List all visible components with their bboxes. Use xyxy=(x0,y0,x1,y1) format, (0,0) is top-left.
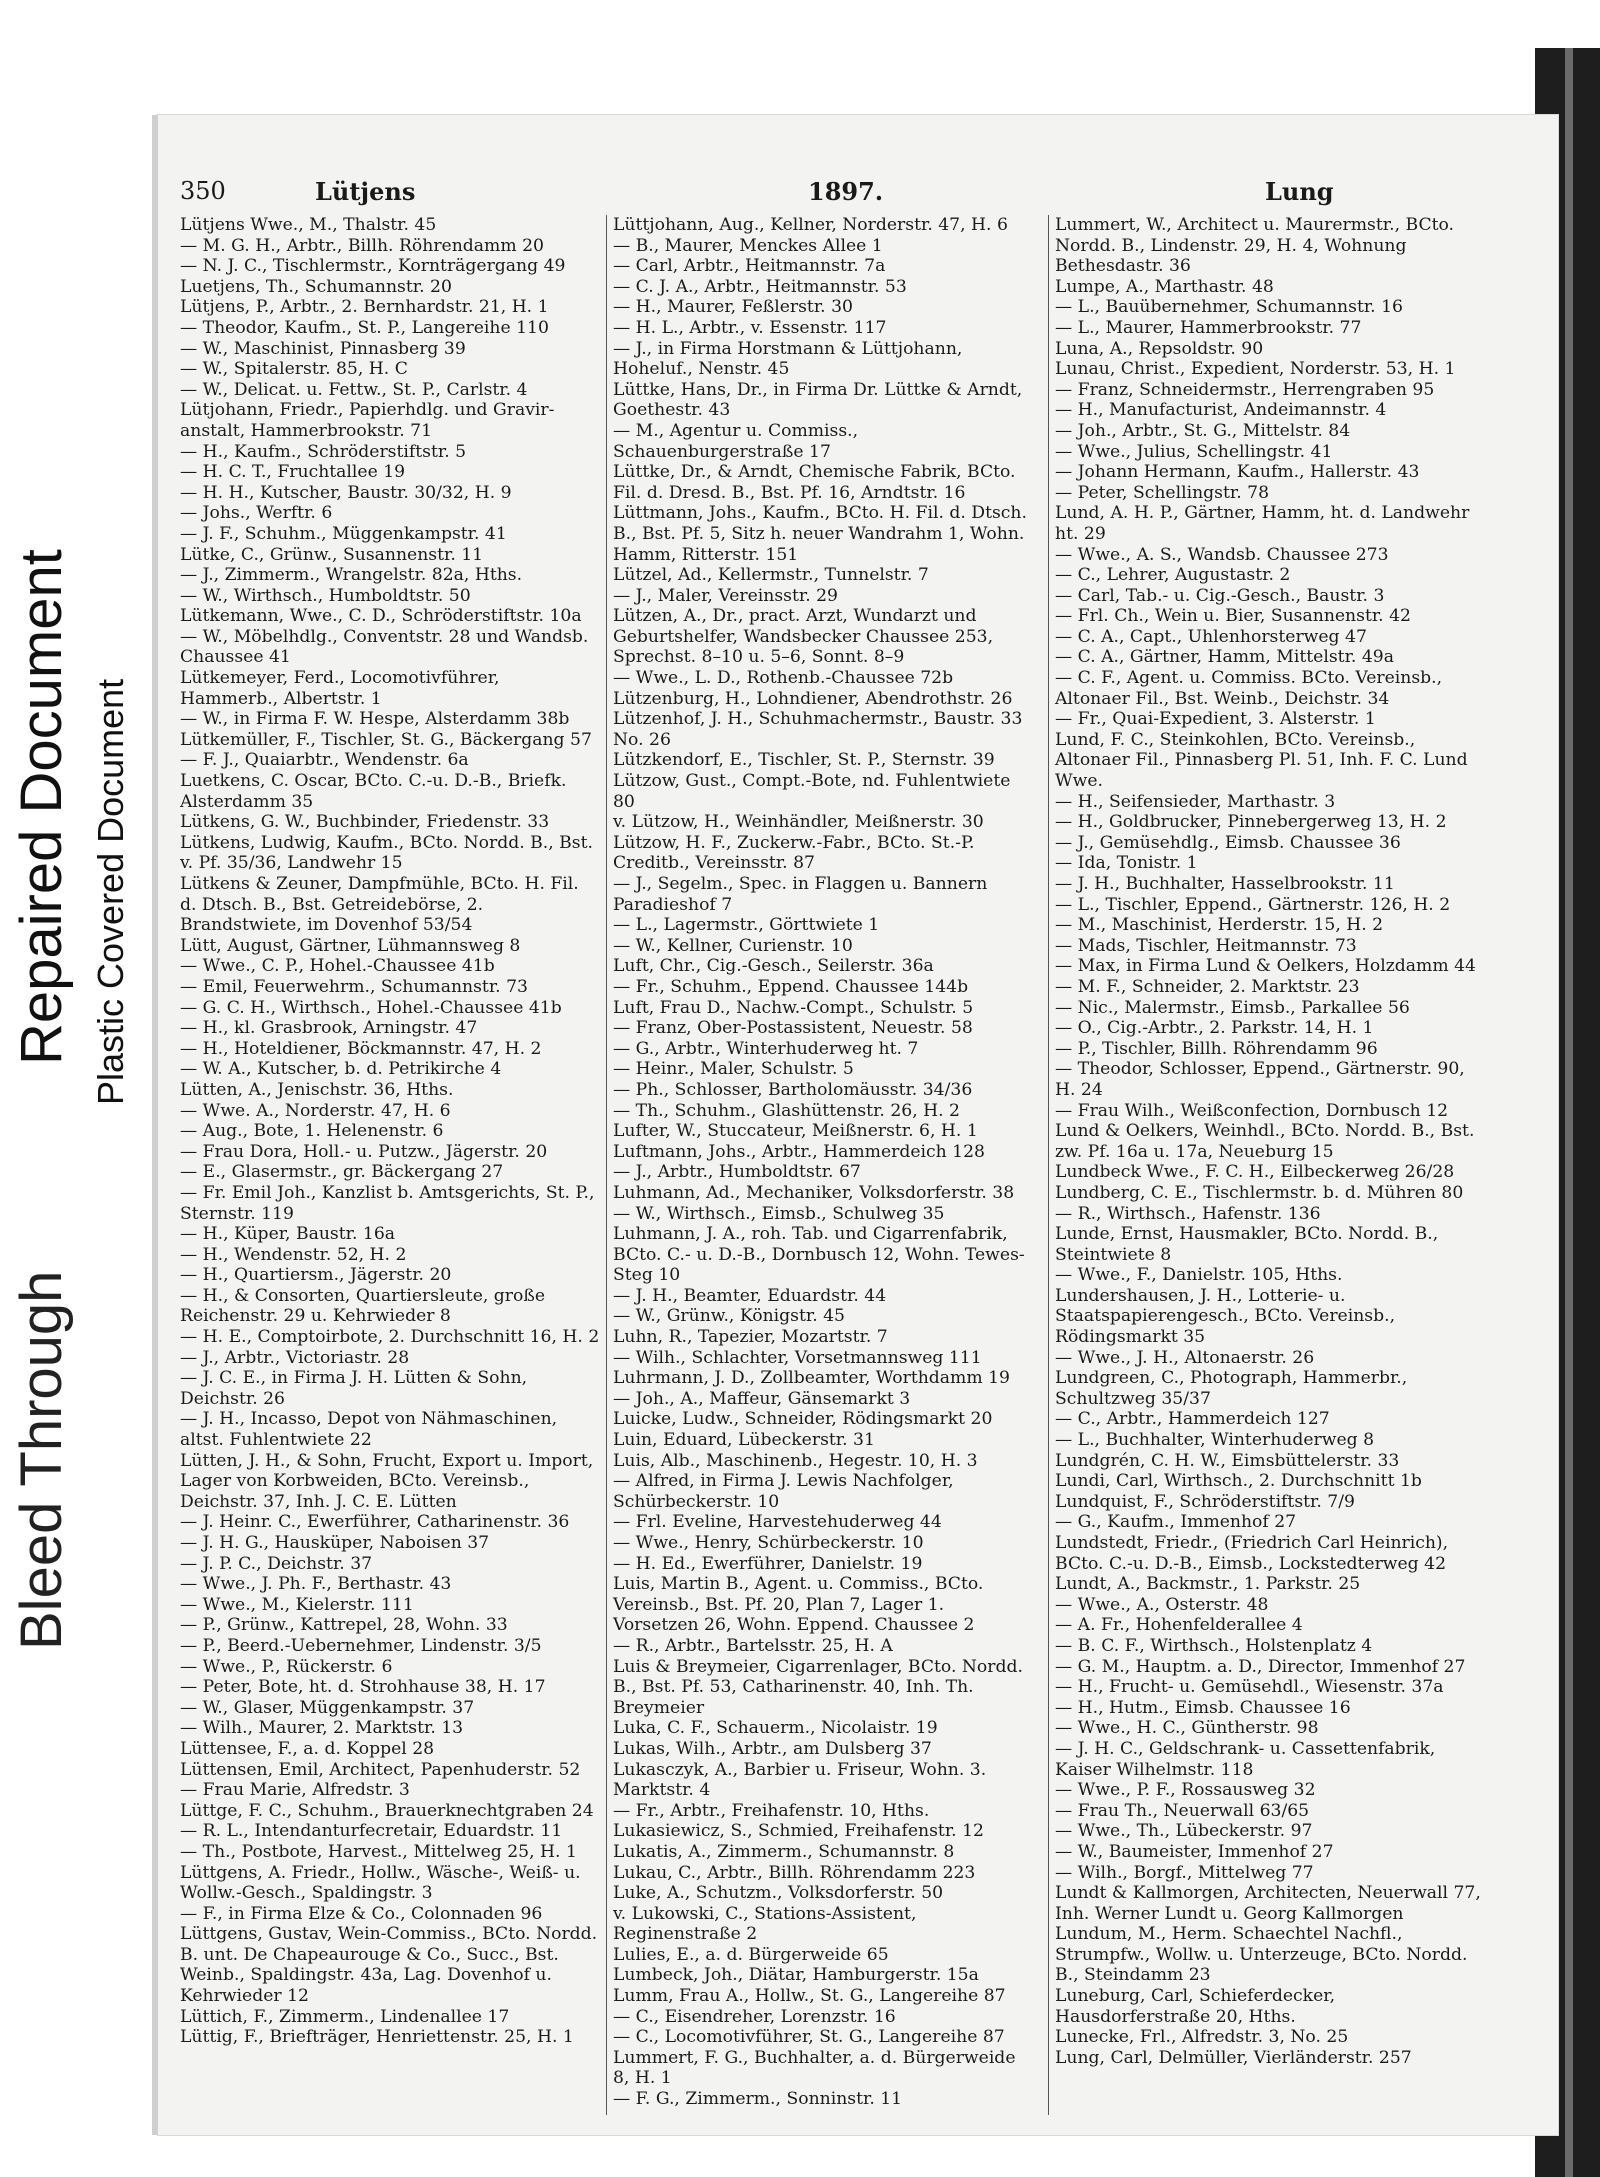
directory-entry: — Frl. Eveline, Harvestehuderweg 44 xyxy=(613,1512,942,1533)
directory-entry: Lundt & Kallmorgen, Architecten, Neuerwall 77, Inh. Werner Lundt u. Georg Kallmorgen xyxy=(1055,1883,1481,1924)
directory-entry: — Ph., Schlosser, Bartholomäusstr. 34/36 xyxy=(613,1079,973,1100)
directory-entry: — Wwe., Henry, Schürbeckerstr. 10 xyxy=(613,1533,924,1553)
directory-entry: Lundberg, C. E., Tischlermstr. b. d. Mühren 80 xyxy=(1055,1182,1464,1203)
directory-entry: — M. F., Schneider, 2. Marktstr. 23 xyxy=(1055,976,1360,997)
directory-entry: — Heinr., Maler, Schulstr. 5 xyxy=(613,1059,854,1080)
directory-entry: — W., Wirthsch., Humboldtstr. 50 xyxy=(180,585,471,606)
directory-entry: — J. P. C., Deichstr. 37 xyxy=(180,1553,373,1574)
directory-entry: — Joh., Arbtr., St. G., Mittelstr. 84 xyxy=(1055,420,1351,441)
directory-entry: — H., Quartiersm., Jägerstr. 20 xyxy=(180,1265,452,1286)
directory-entry: Lumm, Frau A., Hollw., St. G., Langereihe 87 xyxy=(613,1986,1006,2007)
directory-entry: — Frau Wilh., Weißconfection, Dornbusch 12 xyxy=(1055,1100,1449,1121)
directory-entry: — H., & Consorten, Quartiersleute, große Reichenstr. 29 u. Kehrwieder 8 xyxy=(180,1285,546,1327)
directory-entry: Lundbeck Wwe., F. C. H., Eilbeckerweg 26/28 xyxy=(1055,1162,1455,1183)
directory-entry: Lummert, F. G., Buchhalter, a. d. Bürgerweide 8, H. 1 xyxy=(613,2047,1016,2089)
directory-entry: — W. A., Kutscher, b. d. Petrikirche 4 xyxy=(180,1059,502,1080)
directory-entry: — Th., Postbote, Harvest., Mittelweg 25, H. 1 xyxy=(180,1841,577,1862)
directory-entry: — J. H., Beamter, Eduardstr. 44 xyxy=(613,1285,887,1306)
directory-entry: — F., in Firma Elze & Co., Colonnaden 96 xyxy=(180,1903,543,1924)
directory-entry: — H., kl. Grasbrook, Arningstr. 47 xyxy=(180,1018,478,1039)
directory-entry: — G., Arbtr., Winterhuderweg ht. 7 xyxy=(613,1038,919,1059)
directory-entry: Lufter, W., Stuccateur, Meißnerstr. 6, H. 1 xyxy=(613,1121,978,1142)
directory-entry: Lumpe, A., Marthastr. 48 xyxy=(1055,276,1274,297)
directory-entry: — J., Segelm., Spec. in Flaggen u. Bannern Paradieshof 7 xyxy=(613,874,988,915)
directory-entry: Lukasiewicz, S., Schmied, Freihafenstr. 12 xyxy=(613,1821,984,1842)
directory-entry: — H., Hutm., Eimsb. Chaussee 16 xyxy=(1055,1697,1351,1718)
directory-entry: Lüttensee, F., a. d. Koppel 28 xyxy=(180,1738,435,1759)
directory-entry: Lütt, August, Gärtner, Lühmannsweg 8 xyxy=(180,935,521,956)
directory-entry: — G. M., Hauptm. a. D., Director, Immenhof 27 xyxy=(1055,1656,1466,1677)
directory-entry: — W., Wirthsch., Eimsb., Schulweg 35 xyxy=(613,1203,945,1224)
directory-entry: — M., Agentur u. Commiss., Schauenburgerstraße 17 xyxy=(613,420,859,462)
plastic-covered-label: Plastic Covered Document xyxy=(90,678,131,1105)
directory-entry: Luhmann, J. A., roh. Tab. und Cigarrenfabrik, BCto. C.- u. D.-B., Dornbusch 12, Wohn. Tewes-Steg 10 xyxy=(613,1224,1025,1286)
directory-entry: Lunde, Ernst, Hausmakler, BCto. Nordd. B., Steintwiete 8 xyxy=(1055,1224,1439,1265)
directory-entry: — Peter, Schellingstr. 78 xyxy=(1055,482,1270,503)
column-2 xyxy=(606,215,1033,2115)
directory-entry: — R., Wirthsch., Hafenstr. 136 xyxy=(1055,1203,1321,1224)
directory-entry: v. Lützow, H., Weinhändler, Meißnerstr. 30 xyxy=(613,812,984,833)
directory-entry: Lütten, A., Jenischstr. 36, Hths. xyxy=(180,1079,454,1100)
directory-entry: — Wwe., H. C., Güntherstr. 98 xyxy=(1055,1718,1319,1739)
directory-entry: Lütke, C., Grünw., Susannenstr. 11 xyxy=(180,544,484,565)
directory-entry: — W., Spitalerstr. 85, H. C xyxy=(180,359,408,380)
directory-entry: Luhn, R., Tapezier, Mozartstr. 7 xyxy=(613,1327,888,1348)
directory-entry: — A. Fr., Hohenfelderallee 4 xyxy=(1055,1615,1303,1636)
directory-entry: — J., Arbtr., Victoriastr. 28 xyxy=(180,1347,410,1368)
directory-entry: Lundgreen, C., Photograph, Hammerbr., Schultzweg 35/37 xyxy=(1055,1368,1408,1409)
directory-entry: — Frau Dora, Holl.- u. Putzw., Jägerstr. 20 xyxy=(180,1141,548,1162)
directory-page xyxy=(158,115,1558,2135)
directory-entry: Lunau, Christ., Expedient, Norderstr. 53, H. 1 xyxy=(1055,359,1456,380)
directory-entry: Lütjens Wwe., M., Thalstr. 45 xyxy=(180,215,437,235)
directory-entry: Lund & Oelkers, Weinhdl., BCto. Nordd. B., Bst. zw. Pf. 16a u. 17a, Neueburg 15 xyxy=(1055,1121,1475,1162)
directory-entry: — H. H., Kutscher, Baustr. 30/32, H. 9 xyxy=(180,482,512,503)
directory-entry: — H., Goldbrucker, Pinnebergerweg 13, H. 2 xyxy=(1055,812,1447,833)
directory-entry: Luis, Martin B., Agent. u. Commiss., BCto. Vereinsb., Bst. Pf. 20, Plan 7, Lager 1. Vorsetzen 26, Wohn. Eppend. Chaussee 2 xyxy=(613,1574,984,1636)
directory-entry: — F. G., Zimmerm., Sonninstr. 11 xyxy=(613,2089,903,2110)
directory-entry: — H. C. T., Fruchtallee 19 xyxy=(180,462,406,483)
directory-entry: — W., Delicat. u. Fettw., St. P., Carlstr. 4 xyxy=(180,379,528,400)
side-labels xyxy=(0,0,160,2177)
directory-entry: — Franz, Ober-Postassistent, Neuestr. 58 xyxy=(613,1018,973,1039)
directory-entry: Lützen, A., Dr., pract. Arzt, Wundarzt und Geburtshelfer, Wandsbecker Chaussee 253, Sprechst. 8–10 u. 5–6, Sonnt. 8–9 xyxy=(613,606,994,668)
directory-entry: — J., in Firma Horstmann & Lüttjohann, Hoheluf., Nenstr. 45 xyxy=(613,338,963,380)
directory-entry: — J., Arbtr., Humboldtstr. 67 xyxy=(613,1162,861,1183)
directory-entry: Luis & Breymeier, Cigarrenlager, BCto. Nordd. B., Bst. Pf. 53, Catharinenstr. 40, Inh. Th. Breymeier xyxy=(613,1656,1023,1718)
directory-entry: — J. H. G., Hausküper, Naboisen 37 xyxy=(180,1533,490,1553)
directory-entry: Lüttensen, Emil, Architect, Papenhuderstr. 52 xyxy=(180,1759,581,1780)
directory-entry: — C., Lehrer, Augustastr. 2 xyxy=(1055,565,1291,586)
directory-entry: — L., Tischler, Eppend., Gärtnerstr. 126, H. 2 xyxy=(1055,894,1451,915)
directory-entry: Luftmann, Johs., Arbtr., Hammerdeich 128 xyxy=(613,1141,985,1162)
directory-entry: — H., Hoteldiener, Böckmannstr. 47, H. 2 xyxy=(180,1038,542,1059)
directory-entry: — J., Gemüsehdlg., Eimsb. Chaussee 36 xyxy=(1055,832,1401,853)
directory-entry: Luin, Eduard, Lübeckerstr. 31 xyxy=(613,1430,875,1451)
directory-entry: Lüttke, Hans, Dr., in Firma Dr. Lüttke & Arndt, Goethestr. 43 xyxy=(613,379,1023,421)
directory-entry: — P., Grünw., Kattrepel, 28, Wohn. 33 xyxy=(180,1615,508,1636)
directory-entry: — W., Glaser, Müggenkampstr. 37 xyxy=(180,1697,475,1718)
directory-entry: — P., Tischler, Billh. Röhrendamm 96 xyxy=(1055,1038,1378,1059)
directory-entry: — H., Maurer, Feßlerstr. 30 xyxy=(613,297,853,318)
directory-entry: — C. A., Capt., Uhlenhorsterweg 47 xyxy=(1055,626,1367,647)
directory-entry: — L., Bauübernehmer, Schumannstr. 16 xyxy=(1055,297,1403,318)
directory-entry: Lüttjohann, Aug., Kellner, Norderstr. 47, H. 6 xyxy=(613,215,1008,235)
directory-entry: — H., Kaufm., Schröderstiftstr. 5 xyxy=(180,441,467,462)
directory-entry: — R. L., Intendanturfecretair, Eduardstr. 11 xyxy=(180,1821,563,1842)
directory-entry: — C. J. A., Arbtr., Heitmannstr. 53 xyxy=(613,276,907,297)
directory-entry: v. Lukowski, C., Stations-Assistent, Reginenstraße 2 xyxy=(613,1903,917,1945)
directory-entry: Lundi, Carl, Wirthsch., 2. Durchschnitt 1b xyxy=(1055,1471,1422,1492)
directory-entry: Luneburg, Carl, Schieferdecker, Hausdorferstraße 20, Hths. xyxy=(1055,1986,1336,2027)
directory-entry: Lütten, J. H., & Sohn, Frucht, Export u. Import, Lager von Korbweiden, BCto. Vereinsb., Deichstr. 37, Inh. J. C. E. Lütten xyxy=(180,1450,594,1512)
directory-entry: — H., Küper, Baustr. 16a xyxy=(180,1224,396,1245)
directory-entry: — H. E., Comptoirbote, 2. Durchschnitt 16, H. 2 xyxy=(180,1327,600,1348)
directory-entry: Lundstedt, Friedr., (Friedrich Carl Heinrich), BCto. C.-u. D.-B., Eimsb., Lockstedterweg 42 xyxy=(1055,1533,1449,1574)
directory-entry: — W., Maschinist, Pinnasberg 39 xyxy=(180,338,466,359)
directory-entry: — Nic., Malermstr., Eimsb., Parkallee 56 xyxy=(1055,997,1410,1018)
directory-entry: Lüttgens, Gustav, Wein-Commiss., BCto. Nordd. B. unt. De Chapeaurouge & Co., Succ., Bst. Weinb., Spaldingstr. 43a, Lag. Dovenhof u. Kehrwieder 12 xyxy=(180,1924,598,2007)
directory-entry: Lüttge, F. C., Schuhm., Brauerknechtgraben 24 xyxy=(180,1800,594,1821)
header-left-keyword: Lütjens xyxy=(315,177,416,206)
directory-entry: — P., Beerd.-Uebernehmer, Lindenstr. 3/5 xyxy=(180,1635,542,1656)
directory-entry: Lukatis, A., Zimmerm., Schumannstr. 8 xyxy=(613,1841,955,1862)
directory-entry: — Wilh., Schlachter, Vorsetmannsweg 111 xyxy=(613,1347,982,1368)
directory-entry: — J. C. E., in Firma J. H. Lütten & Sohn, Deichstr. 26 xyxy=(180,1368,528,1409)
directory-entry: — L., Buchhalter, Winterhuderweg 8 xyxy=(1055,1430,1375,1451)
directory-entry: — Aug., Bote, 1. Helenenstr. 6 xyxy=(180,1121,444,1142)
directory-entry: — Theodor, Kaufm., St. P., Langereihe 110 xyxy=(180,317,549,338)
directory-entry: Lüttich, F., Zimmerm., Lindenallee 17 xyxy=(180,2006,510,2027)
directory-entry: Lundershausen, J. H., Lotterie- u. Staatspapierengesch., BCto. Vereinsb., Rödingsmarkt 35 xyxy=(1055,1285,1396,1348)
directory-entry: — Fr., Arbtr., Freihafenstr. 10, Hths. xyxy=(613,1800,930,1821)
directory-entry: — M., Maschinist, Herderstr. 15, H. 2 xyxy=(1055,915,1384,936)
directory-entry: Luhrmann, J. D., Zollbeamter, Worthdamm 19 xyxy=(613,1368,1010,1389)
directory-entry: — Max, in Firma Lund & Oelkers, Holzdamm 44 xyxy=(1055,956,1476,977)
directory-entry: — N. J. C., Tischlermstr., Kornträgergang 49 xyxy=(180,256,566,277)
directory-entry: Lumbeck, Joh., Diätar, Hamburgerstr. 15a xyxy=(613,1965,979,1986)
directory-entry: Lütjens, P., Arbtr., 2. Bernhardstr. 21, H. 1 xyxy=(180,297,549,318)
directory-entry: — J. H., Buchhalter, Hasselbrookstr. 11 xyxy=(1055,874,1395,894)
directory-entry: — Wwe., F., Danielstr. 105, Hths. xyxy=(1055,1265,1343,1286)
directory-entry: Luicke, Ludw., Schneider, Rödingsmarkt 20 xyxy=(613,1409,993,1430)
directory-entry: — Wwe., L. D., Rothenb.-Chaussee 72b xyxy=(613,668,954,689)
directory-entry: Luhmann, Ad., Mechaniker, Volksdorferstr. 38 xyxy=(613,1182,1015,1203)
directory-entry: Lulies, E., a. d. Bürgerweide 65 xyxy=(613,1944,889,1965)
directory-entry: Lütkens & Zeuner, Dampfmühle, BCto. H. Fil. d. Dtsch. B., Bst. Getreidebörse, 2. Brandstwiete, im Dovenhof 53/54 xyxy=(180,874,579,936)
directory-entry: — B., Maurer, Menckes Allee 1 xyxy=(613,235,883,256)
directory-entry: Lüttgens, A. Friedr., Hollw., Wäsche-, Weiß- u. Wollw.-Gesch., Spaldingstr. 3 xyxy=(180,1862,581,1904)
directory-entry: — J. H., Incasso, Depot von Nähmaschinen, altst. Fuhlentwiete 22 xyxy=(180,1409,558,1451)
directory-entry: — W., Grünw., Königstr. 45 xyxy=(613,1306,845,1327)
directory-entry: Lüttig, F., Briefträger, Henriettenstr. 25, H. 1 xyxy=(180,2027,574,2048)
directory-entry: — Joh., A., Maffeur, Gänsemarkt 3 xyxy=(613,1388,911,1409)
directory-entry: — C., Locomotivführer, St. G., Langereihe 87 xyxy=(613,2027,1005,2048)
directory-entry: Lützow, Gust., Compt.-Bote, nd. Fuhlentwiete 80 xyxy=(613,771,1011,812)
adjacent-page-edge-inner xyxy=(1565,48,1573,2177)
directory-entry: Lützel, Ad., Kellermstr., Tunnelstr. 7 xyxy=(613,565,929,586)
bleed-through-label: Bleed Through xyxy=(9,1270,74,1650)
directory-entry: — Wwe., P. F., Rossausweg 32 xyxy=(1055,1780,1316,1801)
directory-entry: — J. H. C., Geldschrank- u. Cassettenfabrik, Kaiser Wilhelmstr. 118 xyxy=(1055,1738,1436,1780)
directory-entry: — E., Glasermstr., gr. Bäckergang 27 xyxy=(180,1162,504,1183)
directory-entry: — Fr., Quai-Expedient, 3. Alsterstr. 1 xyxy=(1055,709,1376,730)
directory-entry: — Wwe., Julius, Schellingstr. 41 xyxy=(1055,441,1333,462)
directory-entry: Luna, A., Repsoldstr. 90 xyxy=(1055,338,1264,359)
directory-entry: Luetkens, C. Oscar, BCto. C.-u. D.-B., Briefk. Alsterdamm 35 xyxy=(180,771,567,812)
directory-entry: Lukau, C., Arbtr., Billh. Röhrendamm 223 xyxy=(613,1862,976,1883)
directory-entry: — Carl, Tab.- u. Cig.-Gesch., Baustr. 3 xyxy=(1055,585,1385,606)
directory-entry: — J. Heinr. C., Ewerführer, Catharinenstr. 36 xyxy=(180,1512,570,1533)
directory-entry: Lund, A. H. P., Gärtner, Hamm, ht. d. Landwehr ht. 29 xyxy=(1055,503,1470,544)
directory-entry: — H., Frucht- u. Gemüsehdl., Wiesenstr. 37a xyxy=(1055,1677,1444,1698)
directory-entry: — M. G. H., Arbtr., Billh. Röhrendamm 20 xyxy=(180,235,544,256)
directory-entry: Luka, C. F., Schauerm., Nicolaistr. 19 xyxy=(613,1718,938,1739)
directory-entry: Luis, Alb., Maschinenb., Hegestr. 10, H. 3 xyxy=(613,1450,978,1471)
directory-entry: — Peter, Bote, ht. d. Strohhause 38, H. 17 xyxy=(180,1677,546,1698)
header-right-keyword: Lung xyxy=(1265,177,1334,206)
directory-entry: Lundt, A., Backmstr., 1. Parkstr. 25 xyxy=(1055,1574,1361,1595)
directory-entry: — Mads, Tischler, Heitmannstr. 73 xyxy=(1055,935,1357,956)
page-number: 350 xyxy=(180,177,226,205)
directory-entry: Lütkemüller, F., Tischler, St. G., Bäckergang 57 xyxy=(180,729,592,750)
directory-entry: Lütkens, G. W., Buchbinder, Friedenstr. 33 xyxy=(180,812,550,833)
directory-entry: — Frl. Ch., Wein u. Bier, Susannenstr. 42 xyxy=(1055,606,1411,627)
column-3 xyxy=(1048,215,1487,2115)
directory-entry: Lundum, M., Herm. Schaechtel Nachfl., Strumpfw., Wollw. u. Unterzeuge, BCto. Nordd. B., Steindamm 23 xyxy=(1055,1924,1468,1986)
directory-entry: — Johann Hermann, Kaufm., Hallerstr. 43 xyxy=(1055,462,1420,483)
header-year: 1897. xyxy=(808,177,884,206)
directory-entry: — W., Kellner, Curienstr. 10 xyxy=(613,935,853,956)
directory-entry: Lung, Carl, Delmüller, Vierländerstr. 257 xyxy=(1055,2047,1412,2068)
directory-entry: Lützenhof, J. H., Schuhmachermstr., Baustr. 33 No. 26 xyxy=(613,709,1023,750)
directory-entry: — Wwe. A., Norderstr. 47, H. 6 xyxy=(180,1100,451,1121)
directory-entry: — L., Lagermstr., Görttwiete 1 xyxy=(613,915,880,936)
directory-entry: — Carl, Arbtr., Heitmannstr. 7a xyxy=(613,256,886,277)
directory-entry: — Wwe., C. P., Hohel.-Chaussee 41b xyxy=(180,956,495,977)
directory-entry: Lütkemeyer, Ferd., Locomotivführer, Hammerb., Albertstr. 1 xyxy=(180,668,500,709)
directory-entry: — H. L., Arbtr., v. Essenstr. 117 xyxy=(613,317,887,338)
directory-entry: — F. J., Quaiarbtr., Wendenstr. 6a xyxy=(180,750,469,771)
directory-entry: — J., Maler, Vereinsstr. 29 xyxy=(613,585,838,606)
directory-entry: — Theodor, Schlosser, Eppend., Gärtnerstr. 90, H. 24 xyxy=(1055,1059,1465,1100)
directory-entry: Luke, A., Schutzm., Volksdorferstr. 50 xyxy=(613,1883,944,1904)
directory-entry: — G. C. H., Wirthsch., Hohel.-Chaussee 41b xyxy=(180,997,562,1018)
directory-entry: — Fr. Emil Joh., Kanzlist b. Amtsgerichts, St. P., Sternstr. 119 xyxy=(180,1182,595,1224)
directory-entry: — J., Zimmerm., Wrangelstr. 82a, Hths. xyxy=(180,565,523,586)
directory-entry: Lütkens, Ludwig, Kaufm., BCto. Nordd. B., Bst. v. Pf. 35/36, Landwehr 15 xyxy=(180,832,593,874)
directory-entry: — H. Ed., Ewerführer, Danielstr. 19 xyxy=(613,1553,923,1574)
directory-entry: Lukas, Wilh., Arbtr., am Dulsberg 37 xyxy=(613,1738,932,1759)
directory-entry: — W., Baumeister, Immenhof 27 xyxy=(1055,1841,1334,1862)
directory-entry: — Wilh., Borgf., Mittelweg 77 xyxy=(1055,1862,1314,1883)
directory-entry: — Frau Th., Neuerwall 63/65 xyxy=(1055,1800,1310,1821)
directory-entry: — Franz, Schneidermstr., Herrengraben 95 xyxy=(1055,379,1435,400)
directory-entry: — C. F., Agent. u. Commiss. BCto. Vereinsb., Altonaer Fil., Bst. Weinb., Deichstr. 34 xyxy=(1055,668,1443,709)
directory-entry: — R., Arbtr., Bartelsstr. 25, H. A xyxy=(613,1635,893,1656)
directory-entry: — Wwe., M., Kielerstr. 111 xyxy=(180,1594,414,1615)
directory-entry: Lukasczyk, A., Barbier u. Friseur, Wohn. 3. Marktstr. 4 xyxy=(613,1759,987,1801)
directory-entry: — H., Seifensieder, Marthastr. 3 xyxy=(1055,791,1336,812)
directory-entry: — Wilh., Maurer, 2. Marktstr. 13 xyxy=(180,1718,464,1739)
directory-entry: Lütkemann, Wwe., C. D., Schröderstiftstr. 10a xyxy=(180,606,582,627)
directory-entry: Lützenburg, H., Lohndiener, Abendrothstr. 26 xyxy=(613,688,1013,709)
page-header xyxy=(180,177,1538,211)
directory-entry: Luetjens, Th., Schumannstr. 20 xyxy=(180,276,452,297)
directory-entry: — C. A., Gärtner, Hamm, Mittelstr. 49a xyxy=(1055,647,1394,668)
directory-entry: — Wwe., P., Rückerstr. 6 xyxy=(180,1656,393,1677)
directory-entry: — L., Maurer, Hammerbrookstr. 77 xyxy=(1055,317,1362,338)
directory-entry: Luft, Chr., Cig.-Gesch., Seilerstr. 36a xyxy=(613,956,934,977)
directory-entry: — B. C. F., Wirthsch., Holstenplatz 4 xyxy=(1055,1635,1373,1656)
directory-entry: — Ida, Tonistr. 1 xyxy=(1055,853,1198,874)
directory-entry: — Wwe., Th., Lübeckerstr. 97 xyxy=(1055,1821,1313,1842)
directory-entry: Lummert, W., Architect u. Maurermstr., BCto. Nordd. B., Lindenstr. 29, H. 4, Wohnung Bethesdastr. 36 xyxy=(1055,215,1455,277)
column-1 xyxy=(180,215,600,2115)
directory-entry: — O., Cig.-Arbtr., 2. Parkstr. 14, H. 1 xyxy=(1055,1018,1374,1039)
directory-entry: — J. F., Schuhm., Müggenkampstr. 41 xyxy=(180,523,507,544)
directory-entry: Lüttke, Dr., & Arndt, Chemische Fabrik, BCto. Fil. d. Dresd. B., Bst. Pf. 16, Arndtstr. 16 xyxy=(613,462,1016,503)
directory-entry: — Wwe., J. Ph. F., Berthastr. 43 xyxy=(180,1574,452,1595)
directory-entry: Lunecke, Frl., Alfredstr. 3, No. 25 xyxy=(1055,2027,1349,2048)
directory-entry: — C., Arbtr., Hammerdeich 127 xyxy=(1055,1409,1330,1430)
directory-entry: — Johs., Werftr. 6 xyxy=(180,503,333,524)
directory-entry: — Wwe., A. S., Wandsb. Chaussee 273 xyxy=(1055,544,1389,565)
directory-entry: Lützkendorf, E., Tischler, St. P., Sternstr. 39 xyxy=(613,750,995,771)
directory-entry: — C., Eisendreher, Lorenzstr. 16 xyxy=(613,2006,896,2027)
directory-entry: — Fr., Schuhm., Eppend. Chaussee 144b xyxy=(613,976,969,997)
directory-entry: Lütjohann, Friedr., Papierhdlg. und Gravir-anstalt, Hammerbrookstr. 71 xyxy=(180,400,555,441)
directory-entry: — Frau Marie, Alfredstr. 3 xyxy=(180,1780,410,1801)
directory-entry: — Wwe., J. H., Altonaerstr. 26 xyxy=(1055,1347,1315,1368)
directory-entry: — Wwe., A., Osterstr. 48 xyxy=(1055,1594,1269,1615)
directory-entry: Lundquist, F., Schröderstiftstr. 7/9 xyxy=(1055,1491,1355,1512)
directory-entry: — W., in Firma F. W. Hespe, Alsterdamm 38b xyxy=(180,709,570,730)
directory-entry: — W., Möbelhdlg., Conventstr. 28 und Wandsb. Chaussee 41 xyxy=(180,626,589,668)
directory-entry: — Emil, Feuerwehrm., Schumannstr. 73 xyxy=(180,976,528,997)
directory-entry: Lund, F. C., Steinkohlen, BCto. Vereinsb., Altonaer Fil., Pinnasberg Pl. 51, Inh. F. C. Lund Wwe. xyxy=(1055,729,1468,792)
directory-entry: — G., Kaufm., Immenhof 27 xyxy=(1055,1512,1297,1533)
directory-entry: Lützow, H. F., Zuckerw.-Fabr., BCto. St.-P. Creditb., Vereinsstr. 87 xyxy=(613,832,975,874)
directory-entry: Luft, Frau D., Nachw.-Compt., Schulstr. 5 xyxy=(613,997,974,1018)
directory-entry: — H., Wendenstr. 52, H. 2 xyxy=(180,1244,407,1265)
directory-entry: Lüttmann, Johs., Kaufm., BCto. H. Fil. d. Dtsch. B., Bst. Pf. 5, Sitz h. neuer Wandrahm 1, Wohn. Hamm, Ritterstr. 151 xyxy=(613,503,1027,565)
directory-entry: — Th., Schuhm., Glashüttenstr. 26, H. 2 xyxy=(613,1100,960,1121)
directory-entry: — Alfred, in Firma J. Lewis Nachfolger, Schürbeckerstr. 10 xyxy=(613,1471,954,1512)
repaired-document-label: Repaired Document xyxy=(9,549,74,1065)
directory-entry: Lundgrén, C. H. W., Eimsbüttelerstr. 33 xyxy=(1055,1450,1400,1471)
directory-entry: — H., Manufacturist, Andeimannstr. 4 xyxy=(1055,400,1387,421)
